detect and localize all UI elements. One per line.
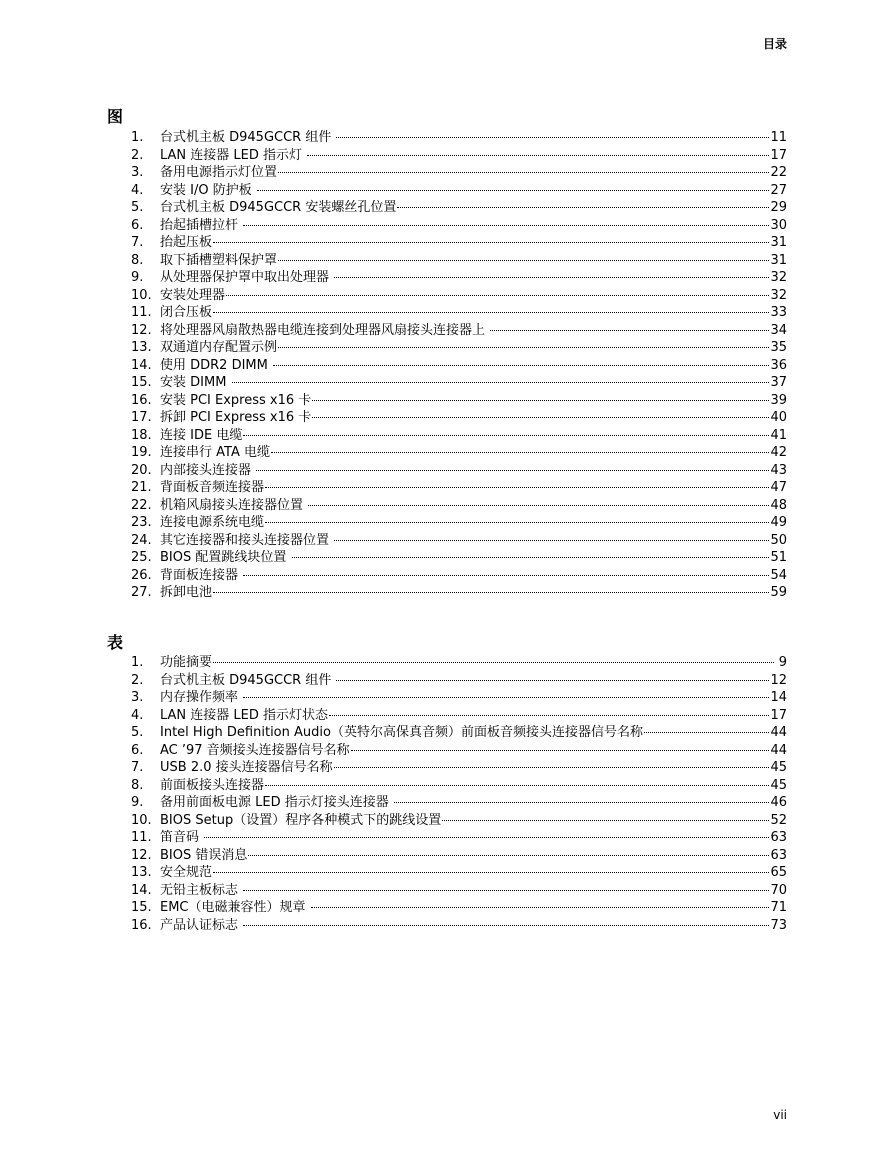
entry-page-number: 34 [770, 322, 787, 338]
entry-page-number: 44 [770, 725, 787, 740]
dot-leader [334, 767, 770, 768]
toc-entry[interactable] [131, 479, 787, 497]
entry-number: 3. [131, 165, 144, 180]
dot-leader [292, 557, 770, 558]
entry-page-number: 11 [770, 130, 787, 145]
entry-number: 4. [131, 707, 144, 723]
dot-leader [273, 365, 769, 366]
toc-entry[interactable] [131, 304, 787, 322]
toc-entry[interactable] [131, 829, 787, 847]
toc-entry[interactable] [131, 654, 787, 672]
toc-entry[interactable] [131, 882, 787, 900]
entry-number: 14. [131, 882, 152, 898]
dot-leader [307, 155, 769, 156]
entry-title: 抬起压板 [160, 235, 213, 250]
entry-title: 抬起插槽拉杆 [160, 217, 243, 233]
entry-number: 10. [131, 287, 152, 303]
toc-entry[interactable] [131, 217, 787, 235]
entry-number: 5. [131, 725, 144, 740]
entry-title: 安装 PCI Express x16 卡 [160, 392, 312, 408]
dot-leader [213, 312, 769, 313]
entry-page-number: 42 [770, 445, 787, 460]
entry-page-number: 45 [770, 760, 787, 775]
entry-title: 内部接头连接器 [160, 462, 256, 478]
entry-number: 2. [131, 147, 144, 163]
toc-entry[interactable] [131, 847, 787, 865]
toc-entry[interactable] [131, 339, 787, 357]
toc-entry[interactable] [131, 322, 787, 340]
entry-number: 13. [131, 340, 152, 355]
entry-page-number: 48 [770, 497, 787, 513]
entry-page-number: 22 [770, 165, 787, 180]
entry-number: 12. [131, 847, 152, 863]
dot-leader [271, 452, 769, 453]
dot-leader [243, 435, 769, 436]
entry-number: 15. [131, 375, 152, 390]
toc-entry[interactable] [131, 584, 787, 602]
entry-page-number: 45 [770, 777, 787, 793]
entry-number: 5. [131, 200, 144, 215]
entry-number: 14. [131, 357, 152, 373]
entry-title: BIOS 配置跳线块位置 [160, 550, 291, 565]
entry-title: 将处理器风扇散热器电缆连接到处理器风扇接头连接器上 [160, 322, 490, 338]
dot-leader [334, 277, 769, 278]
entry-number: 8. [131, 252, 144, 268]
entry-page-number: 65 [770, 865, 787, 880]
entry-title: 使用 DDR2 DIMM [160, 357, 272, 373]
dot-leader [278, 260, 769, 261]
entry-title: 安装 I/O 防护板 [160, 182, 256, 198]
tables-heading: 表 [107, 633, 124, 652]
entry-title: 产品认证标志 [160, 917, 243, 933]
entry-number: 27. [131, 585, 152, 600]
running-header: 目录 [762, 37, 787, 51]
entry-page-number: 46 [770, 795, 787, 810]
entry-page-number: 63 [770, 830, 787, 845]
entry-title: 安装 DIMM [160, 375, 231, 390]
entry-title: AC ’97 音频接头连接器信号名称 [160, 742, 350, 758]
entry-title: 拆卸 PCI Express x16 卡 [160, 410, 312, 425]
toc-entry[interactable] [131, 689, 787, 707]
dot-leader [278, 347, 769, 348]
dot-leader [351, 750, 770, 751]
dot-leader [213, 872, 769, 873]
entry-title: 安装处理器 [160, 287, 226, 303]
entry-number: 7. [131, 760, 144, 775]
entry-page-number: 36 [770, 357, 787, 373]
toc-entry[interactable] [131, 252, 787, 270]
entry-page-number: 32 [770, 287, 787, 303]
entry-page-number: 17 [770, 707, 787, 723]
dot-leader [394, 802, 770, 803]
entry-number: 11. [131, 305, 152, 320]
entry-title: 无铅主板标志 [160, 882, 243, 898]
entry-page-number: 70 [770, 882, 787, 898]
dot-leader [232, 382, 770, 383]
entry-number: 17. [131, 410, 152, 425]
entry-title: 取下插槽塑料保护罩 [160, 252, 278, 268]
entry-title: 备用电源指示灯位置 [160, 165, 278, 180]
entry-page-number: 35 [770, 340, 787, 355]
dot-leader [204, 837, 769, 838]
entry-page-number: 40 [770, 410, 787, 425]
entry-number: 16. [131, 392, 152, 408]
dot-leader [257, 190, 770, 191]
entry-number: 18. [131, 427, 152, 443]
toc-entry[interactable] [131, 514, 787, 532]
entry-title: 其它连接器和接头连接器位置 [160, 532, 334, 548]
entry-title: 备用前面板电源 LED 指示灯接头连接器 [160, 795, 393, 810]
entry-number: 23. [131, 515, 152, 530]
dot-leader [243, 575, 769, 576]
toc-entry[interactable] [131, 777, 787, 795]
toc-entry[interactable] [131, 742, 787, 760]
entry-page-number: 59 [770, 585, 787, 600]
figures-list [131, 129, 787, 602]
entry-title: 闭合压板 [160, 305, 213, 320]
entry-title: BIOS 错误消息 [160, 847, 248, 863]
entry-page-number: 47 [770, 480, 787, 495]
dot-leader [213, 242, 769, 243]
dot-leader [644, 732, 769, 733]
entry-title: 内存操作频率 [160, 690, 243, 705]
dot-leader [213, 662, 774, 663]
page-number: vii [773, 1108, 787, 1122]
entry-page-number: 71 [770, 900, 787, 915]
dot-leader [334, 540, 769, 541]
entry-number: 7. [131, 235, 144, 250]
entry-page-number: 14 [770, 690, 787, 705]
entry-page-number: 30 [770, 217, 787, 233]
dot-leader [336, 680, 769, 681]
entry-number: 19. [131, 445, 152, 460]
entry-number: 1. [131, 655, 144, 670]
entry-title: USB 2.0 接头连接器信号名称 [160, 760, 333, 775]
entry-number: 20. [131, 462, 152, 478]
toc-entry[interactable] [131, 724, 787, 742]
entry-title: 连接电源系统电缆 [160, 515, 265, 530]
entry-title: EMC（电磁兼容性）规章 [160, 900, 310, 915]
entry-page-number: 31 [770, 252, 787, 268]
entry-page-number: 54 [770, 567, 787, 583]
entry-page-number: 12 [770, 672, 787, 688]
toc-entry[interactable] [131, 392, 787, 410]
entry-page-number: 44 [770, 742, 787, 758]
toc-entry[interactable] [131, 374, 787, 392]
toc-entry[interactable] [131, 567, 787, 585]
entry-number: 6. [131, 742, 144, 758]
entry-title: 背面板连接器 [160, 567, 243, 583]
dot-leader [265, 522, 769, 523]
entry-title: LAN 连接器 LED 指示灯状态 [160, 707, 329, 723]
entry-page-number: 31 [770, 235, 787, 250]
entry-title: 连接串行 ATA 电缆 [160, 445, 270, 460]
entry-number: 24. [131, 532, 152, 548]
entry-number: 10. [131, 812, 152, 828]
entry-page-number: 49 [770, 515, 787, 530]
dot-leader [442, 820, 769, 821]
entry-page-number: 43 [770, 462, 787, 478]
entry-title: 安全规范 [160, 865, 213, 880]
toc-entry[interactable] [131, 357, 787, 375]
toc-entry[interactable] [131, 409, 787, 427]
entry-page-number: 50 [770, 532, 787, 548]
entry-number: 26. [131, 567, 152, 583]
entry-number: 9. [131, 270, 144, 285]
entry-title: BIOS Setup（设置）程序各种模式下的跳线设置 [160, 812, 442, 828]
toc-entry[interactable] [131, 147, 787, 165]
dot-leader [226, 295, 769, 296]
entry-number: 11. [131, 830, 152, 845]
dot-leader [336, 137, 769, 138]
entry-title: 从处理器保护罩中取出处理器 [160, 270, 334, 285]
toc-entry[interactable] [131, 129, 787, 147]
toc-entry[interactable] [131, 497, 787, 515]
entry-page-number: 39 [770, 392, 787, 408]
figures-heading: 图 [107, 107, 124, 126]
entry-number: 8. [131, 777, 144, 793]
toc-entry[interactable] [131, 794, 787, 812]
dot-leader [312, 417, 769, 418]
entry-page-number: 37 [770, 375, 787, 390]
entry-page-number: 32 [770, 270, 787, 285]
entry-page-number: 17 [770, 147, 787, 163]
toc-entry[interactable] [131, 427, 787, 445]
entry-number: 9. [131, 795, 144, 810]
toc-entry[interactable] [131, 234, 787, 252]
entry-title: 台式机主板 D945GCCR 组件 [160, 130, 336, 145]
toc-entry[interactable] [131, 164, 787, 182]
dot-leader [243, 225, 769, 226]
entry-number: 12. [131, 322, 152, 338]
entry-page-number: 27 [770, 182, 787, 198]
entry-number: 22. [131, 497, 152, 513]
toc-entry[interactable] [131, 672, 787, 690]
entry-title: 笛音码 [160, 830, 204, 845]
dot-leader [213, 592, 769, 593]
dot-leader [397, 207, 769, 208]
entry-page-number: 63 [770, 847, 787, 863]
dot-leader [490, 330, 769, 331]
entry-title: 背面板音频连接器 [160, 480, 265, 495]
dot-leader [278, 172, 769, 173]
entry-number: 21. [131, 480, 152, 495]
dot-leader [243, 890, 769, 891]
entry-title: LAN 连接器 LED 指示灯 [160, 147, 307, 163]
dot-leader [308, 505, 769, 506]
entry-number: 16. [131, 917, 152, 933]
toc-entry[interactable] [131, 759, 787, 777]
entry-page-number: 33 [770, 305, 787, 320]
entry-title: 机箱风扇接头连接器位置 [160, 497, 308, 513]
dot-leader [248, 855, 769, 856]
toc-entry[interactable] [131, 707, 787, 725]
entry-number: 1. [131, 130, 144, 145]
entry-title: 台式机主板 D945GCCR 安装螺丝孔位置 [160, 200, 397, 215]
entry-number: 4. [131, 182, 144, 198]
dot-leader [311, 907, 770, 908]
entry-page-number: 73 [770, 917, 787, 933]
entry-page-number: 41 [770, 427, 787, 443]
entry-page-number: 51 [770, 550, 787, 565]
toc-entry[interactable] [131, 812, 787, 830]
dot-leader [243, 697, 769, 698]
dot-leader [256, 470, 769, 471]
dot-leader [265, 785, 769, 786]
entry-title: 前面板接头连接器 [160, 777, 265, 793]
toc-entry[interactable] [131, 269, 787, 287]
entry-title: 台式机主板 D945GCCR 组件 [160, 672, 336, 688]
entry-title: 连接 IDE 电缆 [160, 427, 243, 443]
entry-number: 6. [131, 217, 144, 233]
dot-leader [312, 400, 769, 401]
dot-leader [329, 715, 769, 716]
entry-page-number: 29 [770, 200, 787, 215]
toc-entry[interactable] [131, 462, 787, 480]
toc-entry[interactable] [131, 287, 787, 305]
entry-number: 13. [131, 865, 152, 880]
toc-entry[interactable] [131, 532, 787, 550]
dot-leader [265, 487, 769, 488]
entry-number: 3. [131, 690, 144, 705]
tables-list [131, 654, 787, 934]
entry-page-number: 52 [770, 812, 787, 828]
entry-page-number: 9 [774, 655, 787, 670]
entry-title: Intel High Definition Audio（英特尔高保真音频）前面板音频接头连接器信号名称 [160, 725, 643, 740]
entry-title: 拆卸电池 [160, 585, 213, 600]
toc-entry[interactable] [131, 917, 787, 935]
entry-title: 功能摘要 [160, 655, 213, 670]
toc-entry[interactable] [131, 444, 787, 462]
toc-entry[interactable] [131, 182, 787, 200]
entry-number: 15. [131, 900, 152, 915]
dot-leader [243, 925, 769, 926]
entry-number: 25. [131, 550, 152, 565]
toc-entry[interactable] [131, 864, 787, 882]
toc-entry[interactable] [131, 899, 787, 917]
toc-entry[interactable] [131, 549, 787, 567]
toc-entry[interactable] [131, 199, 787, 217]
entry-number: 2. [131, 672, 144, 688]
entry-title: 双通道内存配置示例 [160, 340, 278, 355]
